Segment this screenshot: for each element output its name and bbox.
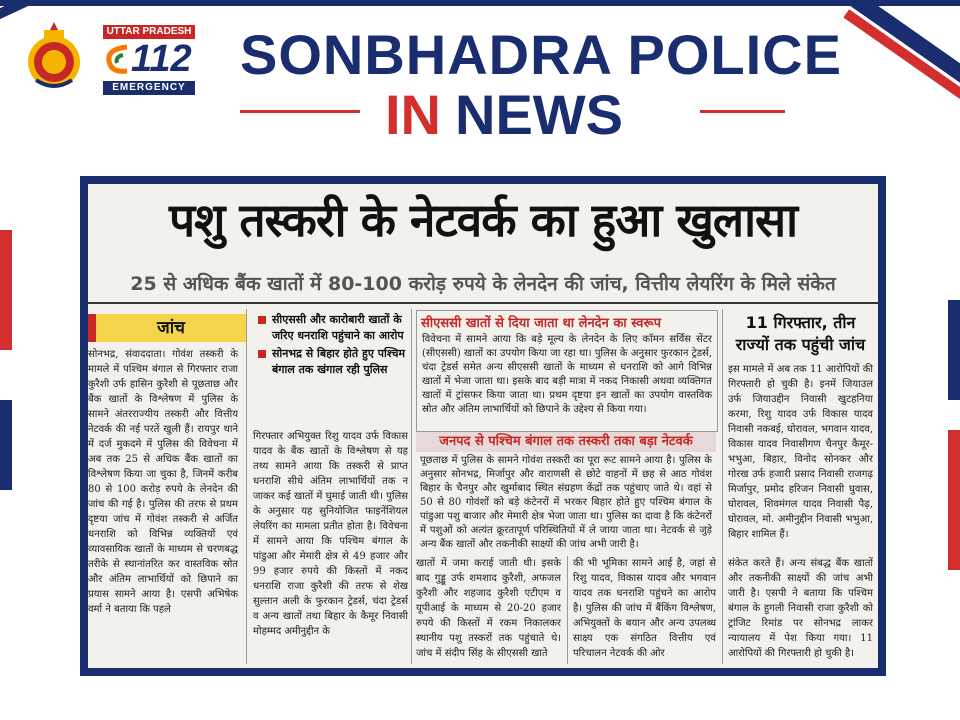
up112-number: 112	[131, 38, 192, 80]
bullet-item	[258, 346, 408, 378]
article-column-3b	[573, 556, 716, 664]
bullet-text: सीएससी और कारोबारी खातों के जरिए धनराशि पहुंचाने का आरोप	[272, 313, 404, 342]
sidebar-box-heading: सीएससी खातों से दिया जाता था लेनदेन का स्वरूप	[421, 316, 661, 331]
article-subheadline: 25 से अधिक बैंक खातों में 80-100 करोड़ रुपये के लेनदेन की जांच, वित्तीय लेयरिंग के मिले संकेत	[130, 273, 836, 295]
side-decoration	[0, 230, 12, 350]
side-decoration	[948, 300, 960, 400]
side-decoration	[948, 430, 960, 570]
bullet-item	[258, 312, 408, 344]
column-text: सोनभद्र, संवाददाता। गोवंश तस्करी के मामले में पश्चिम बंगाल से गिरफ्तार राजा कुरैशी उर्फ हासिन कुरैशी से पूछताछ और बैंक खातों के विश्लेषण में पुलिस के सामने अंतरराज्यीय तस्करी और वित्तीय नेटवर्क की नई परतें खुली हैं। रायपुर थाने में दर्ज मुकदमे में पुलिस की विवेचना में अब तक 25 से अधिक बैंक खातों का विश्लेषण किया जा चुका है, जिनमें करीब 80 से 100 करोड़ रुपये के लेनदेन की जांच की गई है। पुलिस की तरफ से प्रथम दृष्टया जांच में गोवंश तस्करी से अर्जित धनराशि को विभिन्न व्यक्तियों एवं व्यावसायिक खातों के माध्यम से चरणबद्ध तरीके से स्थानांतरित कर वास्तविक स्रोत और अंतिम लाभार्थियों को छिपाने का प्रयास सामने आया है। एसपी अभिषेक वर्मा ने बताया कि पहले	[88, 349, 238, 615]
up112-emergency-label: EMERGENCY	[103, 81, 195, 95]
column-divider	[722, 309, 723, 664]
right-column-heading: 11 गिरफ्तार, तीन राज्यों तक पहुंची जांच	[735, 313, 866, 354]
page-title: SONBHADRA POLICE	[240, 23, 842, 86]
title-rule	[240, 110, 360, 113]
sidebar-box-heading: जनपद से पश्चिम बंगाल तक तस्करी तका बड़ा नेटवर्क	[416, 432, 716, 452]
article-column-3a	[416, 556, 561, 664]
column-text: खातों में जमा कराई जाती थी। इसके बाद गुड्डू उर्फ शमशाद कुरैशी, अफजल कुरैशी और शहजाद कुरैशी एटीएम व यूपीआई के माध्यम से 20-20 हजार रुपये की किस्तों में रकम निकालकर स्थानीय पशु तस्करों तक पहुंचाते थे। जांच में संदीप सिंह के सीएससी खाते	[416, 558, 561, 659]
highlight-bullets	[258, 312, 408, 380]
column-text: की भी भूमिका सामने आई है, जहां से रिशु यादव, विकास यादव और भगवान यादव तक धनराशि पहुंचने का आरोप है। पुलिस की जांच में बैंकिंग विश्लेषण, अभियुक्तों के बयान और अन्य उपलब्ध साक्ष्य एक संगठित वित्तीय एवं परिचालन नेटवर्क की ओर	[573, 558, 716, 659]
up112-logo	[103, 25, 195, 95]
section-tag: जांच	[88, 314, 246, 342]
swirl-icon	[105, 43, 131, 77]
bullet-square-icon	[258, 316, 266, 324]
sidebar-box	[416, 310, 718, 432]
divider	[88, 302, 878, 304]
article-column-1	[88, 347, 238, 665]
title-news: NEWS	[455, 83, 623, 146]
column-text: संकेत करते हैं। अन्य संबद्ध बैंक खातों और तकनीकी साक्ष्यों की जांच अभी जारी है। एसपी ने बताया कि पश्चिम बंगाल के हुगली निवासी राजा कुरैशी को ट्रांजिट रिमांड पर सोनभद्र लाकर न्यायालय में पेश किया गया। 11 आरोपियों की गिरफ्तारी हो चुकी है।	[728, 558, 873, 659]
newspaper-clipping	[88, 184, 878, 668]
sidebar-box-text: पूछताछ में पुलिस के सामने गोवंश तस्करी का पूरा रूट सामने आया है। पुलिस के अनुसार सोनभद्र, मिर्जापुर और वाराणसी से छोटे वाहनों में छह से आठ गोवंश बिहार के चैनपुर और खुर्माबाद स्थित संग्रहण केंद्रों तक पहुंचाए जाते थे। वहां से 50 से 80 गोवंशों को बड़े कंटेनरों में भरकर बिहार होते हुए पश्चिम बंगाल के पांडुआ पशु बाजार और मेमारी क्षेत्र भेजा जाता था। पुलिस का दावा है कि कंटेनरों में पशुओं को अत्यंत क्रूरतापूर्ण परिस्थितियों में ले जाया जाता था। नेटवर्क से जुड़े अन्य बैंक खातों और तकनीकी साक्ष्यों की जांच अभी जारी है।	[420, 455, 712, 550]
bullet-square-icon	[258, 350, 266, 358]
title-in: IN	[385, 83, 441, 146]
article-column-4	[728, 362, 873, 552]
up-police-emblem-icon	[22, 20, 86, 92]
bullet-text: सोनभद्र से बिहार होते हुए पश्चिम बंगाल तक खंगाल रही पुलिस	[272, 347, 406, 376]
sidebar-box-text: विवेचना में सामने आया कि बड़े मूल्य के लेनदेन के लिए कॉमन सर्विस सेंटर (सीएससी) खातों का उपयोग किया जा रहा था। पुलिस के अनुसार फुरकान ट्रेडर्स, चंदा ट्रेडर्स समेत अन्य सीएससी खातों के माध्यम से धनराशि को आगे विभिन्न खातों में भेजा जाता था। इसके बाद बड़ी मात्रा में नकद निकासी अथवा व्यक्तिगत खातों में ट्रांसफर किया जाता था। प्रथम दृष्टया इन खातों का उपयोग वास्तविक स्रोत और अंतिम लाभार्थियों को छिपाने के उद्देश्य से किया गया।	[422, 334, 712, 415]
column-text: गिरफ्तार अभियुक्त रिशु यादव उर्फ विकास यादव के बैंक खातों के विश्लेषण से यह तथ्य सामने आया कि तस्करी से प्राप्त धनराशि सीधे अंतिम लाभार्थियों तक न जाकर कई खातों में घुमाई जाती थी। पुलिस के अनुसार यह सुनियोजित फाइनेंशियल लेयरिंग का मामला प्रतीत होता है। विवेचना में सामने आया कि पश्चिम बंगाल के पांडुआ और मेमारी क्षेत्र से 49 हजार और 99 हजार रुपये की किस्तों में नकद धनराशि राजा कुरैशी की तरफ से शेख सुल्तान अली के फुरकान ट्रेडर्स, चंदा ट्रेडर्स व अन्य खातों तथा बिहार के कैमूर निवासी मोहम्मद अमीनुद्दीन के	[253, 431, 408, 637]
up112-state-label: UTTAR PRADESH	[103, 25, 195, 39]
column-divider	[246, 309, 247, 664]
title-rule	[700, 110, 785, 113]
top-stripe	[0, 0, 960, 6]
side-decoration	[0, 400, 12, 490]
article-headline: पशु तस्करी के नेटवर्क का हुआ खुलासा	[168, 193, 798, 247]
page-subtitle	[385, 82, 623, 147]
column-divider	[567, 556, 568, 664]
column-divider	[411, 309, 412, 664]
column-text: इस मामले में अब तक 11 आरोपियों की गिरफ्तारी हो चुकी है। इनमें जियाउल उर्फ जियाउद्दीन निवासी खुटहनिया करमा, रिशु यादव उर्फ विकास यादव निवासी नकबई, घोरावल, भगवान यादव, विकास यादव निवासीगण चैनपुर कैमूर-भभुआ, बिहार, विनोद सोनकर और गोरख उर्फ हजारी प्रसाद निवासी राजगढ़ मिर्जापुर, प्रमोद हरिजन निवासी घुवास, घोरावल, शिवमंगल यादव निवासी पैढ़, घोरावल, मो. अमीनुद्दीन निवासी भभुआ, बिहार शामिल हैं।	[728, 364, 873, 540]
article-column-5	[728, 556, 873, 664]
article-column-2	[253, 429, 408, 665]
